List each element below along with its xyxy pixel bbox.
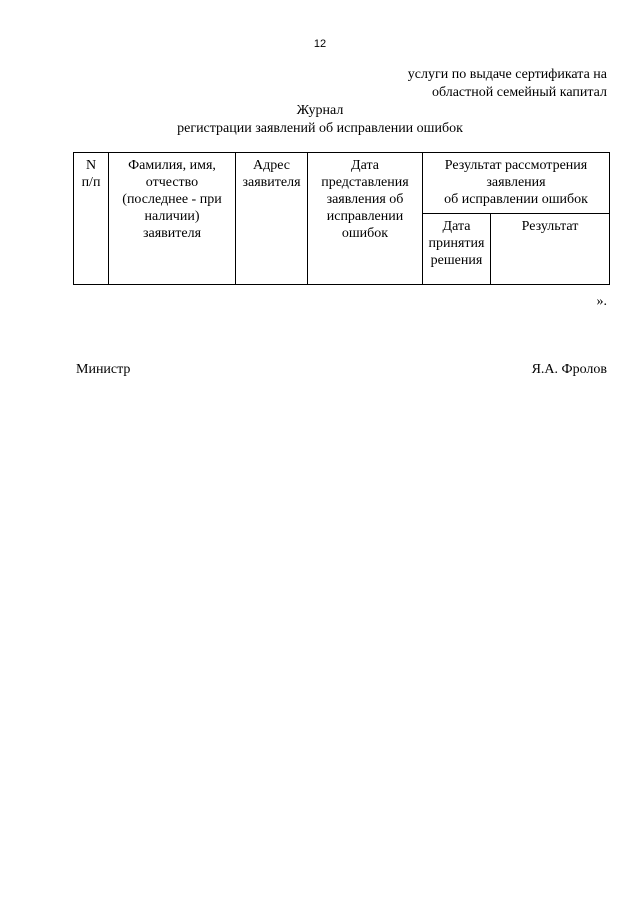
title-line-2: регистрации заявлений об исправлении ошибок (177, 121, 463, 136)
signatory-position: Министр (76, 362, 131, 377)
closing-quote-mark: ». (596, 294, 607, 309)
signatory-name: Я.А. Фролов (531, 362, 607, 377)
page-number: 12 (313, 38, 327, 50)
journal-title (0, 102, 640, 138)
journal-table (73, 152, 610, 285)
title-line-1: Журнал (296, 103, 344, 118)
header-service-name (408, 66, 607, 102)
header-cell-number: N п/п (74, 153, 109, 285)
table-header-row (74, 153, 610, 214)
header-cell-address: Адрес заявителя (236, 153, 308, 285)
header-cell-submission-date: Дата представления заявления об исправлении ошибок (308, 153, 423, 285)
header-cell-review-result-group: Результат рассмотрения заявления об исправлении ошибок (423, 153, 610, 214)
header-line-2: областной семейный капитал (431, 85, 607, 100)
header-cell-result: Результат (491, 214, 610, 285)
header-cell-full-name: Фамилия, имя, отчество (последнее - при наличии) заявителя (109, 153, 236, 285)
header-cell-decision-date: Дата принятия решения (423, 214, 491, 285)
header-line-1: услуги по выдаче сертификата на (407, 67, 607, 82)
signature-block (76, 362, 607, 378)
